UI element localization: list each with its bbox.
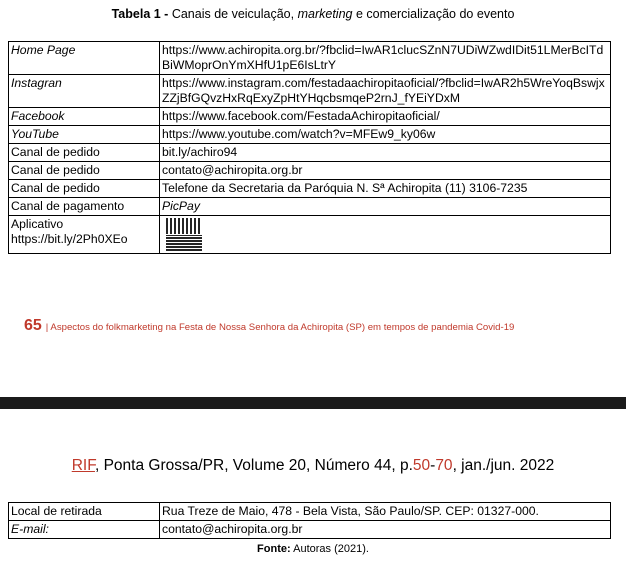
table-row bbox=[9, 108, 611, 126]
qr-code-icon[interactable] bbox=[166, 235, 202, 251]
source-note bbox=[0, 543, 626, 555]
row-key: Canal de pedido bbox=[9, 180, 160, 198]
pickup-table bbox=[8, 502, 611, 539]
page-number: 65 bbox=[24, 317, 42, 334]
row-key: Canal de pedido bbox=[9, 144, 160, 162]
row-key: Canal de pagamento bbox=[9, 198, 160, 216]
row-key: Local de retirada bbox=[9, 503, 160, 521]
source-text: Autoras (2021). bbox=[293, 543, 369, 555]
row-value: Rua Treze de Maio, 478 - Bela Vista, São Paulo/SP. CEP: 01327-000. bbox=[160, 503, 611, 521]
table-row bbox=[9, 216, 611, 254]
title-text-end: e comercialização do evento bbox=[355, 7, 515, 21]
row-value-link[interactable]: bit.ly/achiro94 bbox=[160, 144, 611, 162]
channels-table bbox=[8, 41, 611, 254]
app-label: Aplicativo bbox=[11, 217, 64, 231]
table-row bbox=[9, 521, 611, 539]
row-value-link[interactable]: https://www.youtube.com/watch?v=MFEw9_ky06w bbox=[160, 126, 611, 144]
row-key: Canal de pedido bbox=[9, 162, 160, 180]
row-value-email[interactable]: contato@achiropita.org.br bbox=[160, 521, 611, 539]
qr-code-icon[interactable] bbox=[166, 218, 202, 234]
page-start: 50 bbox=[412, 457, 431, 474]
page-divider bbox=[0, 397, 626, 409]
row-value-link[interactable]: https://www.achiropita.org.br/?fbclid=IwAR1clucSZnN7UDiWZwdIDit51LMerBcITdBiWMoprOnYmXHfU1pE6IsLtrY bbox=[160, 42, 611, 75]
journal-header bbox=[0, 457, 626, 475]
page-dash: - bbox=[430, 457, 436, 474]
source-label: Fonte: bbox=[257, 543, 291, 555]
row-key: Instagran bbox=[9, 75, 160, 108]
row-key: Facebook bbox=[9, 108, 160, 126]
footer-text: | Aspectos do folkmarketing na Festa de Nossa Senhora da Achiropita (SP) em tempos de pandemia Covid-19 bbox=[45, 322, 515, 333]
journal-date: , jan./jun. 2022 bbox=[452, 457, 555, 474]
table-row bbox=[9, 180, 611, 198]
journal-logo: RIF bbox=[71, 457, 95, 474]
row-key: YouTube bbox=[9, 126, 160, 144]
row-value: Telefone da Secretaria da Paróquia N. Sª Achiropita (11) 3106-7235 bbox=[160, 180, 611, 198]
table-row bbox=[9, 198, 611, 216]
title-italic: marketing bbox=[297, 7, 353, 21]
title-text: Canais de veiculação, bbox=[171, 7, 295, 21]
row-value-email[interactable]: contato@achiropita.org.br bbox=[160, 162, 611, 180]
app-link[interactable]: https://bit.ly/2Ph0XEo bbox=[11, 232, 128, 246]
row-value-link[interactable]: https://www.instagram.com/festadaachiropitaoficial/?fbclid=IwAR2h5WreYoqBswjxZZjBfGQvzHxRqExyZpHtYHqcbsmqeP2rnJ_fYEiYDxM bbox=[160, 75, 611, 108]
table-row bbox=[9, 144, 611, 162]
journal-text: , Ponta Grossa/PR, Volume 20, Número 44, p. bbox=[94, 457, 413, 474]
page-end: 70 bbox=[435, 457, 453, 474]
table-row bbox=[9, 75, 611, 108]
table-row bbox=[9, 162, 611, 180]
table-label: Tabela 1 - bbox=[111, 7, 169, 21]
table-row bbox=[9, 503, 611, 521]
row-key: E-mail: bbox=[9, 521, 160, 539]
page-footer bbox=[24, 317, 514, 335]
row-value: PicPay bbox=[160, 198, 611, 216]
row-value-link[interactable]: https://www.facebook.com/FestadaAchiropitaoficial/ bbox=[160, 108, 611, 126]
qr-codes bbox=[160, 216, 611, 254]
table-title bbox=[0, 7, 626, 21]
table-row bbox=[9, 42, 611, 75]
table-row bbox=[9, 126, 611, 144]
row-key: Home Page bbox=[9, 42, 160, 75]
app-key bbox=[9, 216, 160, 254]
